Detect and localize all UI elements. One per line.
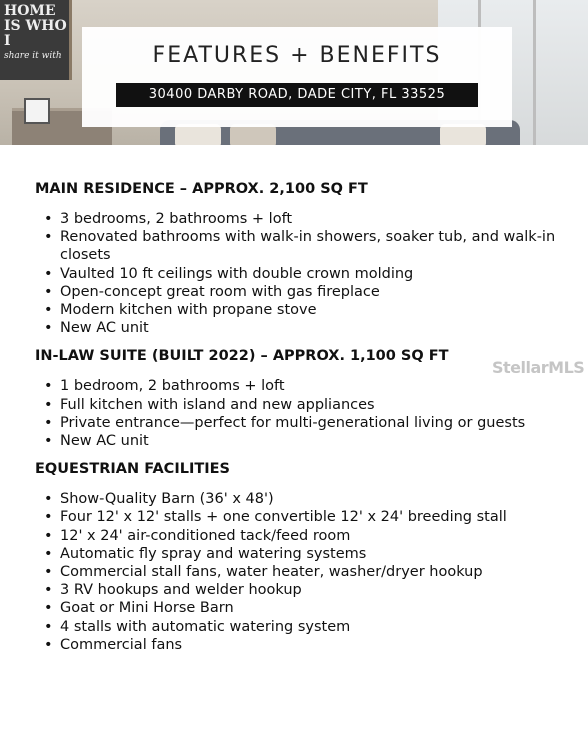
- wall-sign-line-2: IS WHO I: [4, 18, 67, 49]
- list-item: • Automatic fly spray and watering systems: [60, 545, 575, 563]
- section-heading: IN-LAW SUITE (BUILT 2022) – APPROX. 1,100 SQ FT: [35, 348, 449, 365]
- list-item: • Renovated bathrooms with walk-in showers, soaker tub, and walk-in closets: [60, 228, 575, 264]
- list-item: • 3 bedrooms, 2 bathrooms + loft: [60, 210, 575, 228]
- mls-watermark: StellarMLS: [492, 358, 585, 377]
- list-item: • New AC unit: [60, 319, 575, 337]
- list-item: • New AC unit: [60, 432, 575, 450]
- section-heading: MAIN RESIDENCE – APPROX. 2,100 SQ FT: [35, 181, 368, 197]
- list-item: • Goat or Mini Horse Barn: [60, 599, 575, 617]
- address-bar: 30400 DARBY ROAD, DADE CITY, FL 33525: [116, 83, 478, 107]
- features-content: [35, 178, 575, 662]
- list-item: • Commercial fans: [60, 636, 575, 654]
- pillow: [440, 124, 486, 145]
- list-item: • Four 12' x 12' stalls + one convertible 12' x 24' breeding stall: [60, 508, 575, 526]
- list-item: • 12' x 24' air-conditioned tack/feed room: [60, 527, 575, 545]
- list-item: • 4 stalls with automatic watering system: [60, 618, 575, 636]
- feature-list: [35, 377, 575, 450]
- section-main-residence: [35, 178, 575, 337]
- section-heading: EQUESTRIAN FACILITIES: [35, 461, 230, 478]
- feature-list: [35, 490, 575, 654]
- list-item: • Commercial stall fans, water heater, washer/dryer hookup: [60, 563, 575, 581]
- picture-frame: [24, 98, 50, 124]
- list-item: • 1 bedroom, 2 bathrooms + loft: [60, 377, 575, 395]
- list-item: • Show-Quality Barn (36' x 48'): [60, 490, 575, 508]
- feature-list: [35, 210, 575, 337]
- list-item: • Open-concept great room with gas fireplace: [60, 283, 575, 301]
- wall-sign-line-1: HOME: [4, 3, 56, 19]
- list-item: • Vaulted 10 ft ceilings with double crown molding: [60, 265, 575, 283]
- list-item: • Full kitchen with island and new appliances: [60, 396, 575, 414]
- list-item: • Private entrance—perfect for multi-generational living or guests: [60, 414, 575, 432]
- pillow: [230, 124, 276, 145]
- window-mullion: [533, 0, 536, 145]
- header-photo: [0, 0, 588, 145]
- title-card: [82, 27, 512, 127]
- wall-sign: [0, 0, 72, 80]
- pillow: [175, 124, 221, 145]
- section-equestrian: [35, 458, 575, 654]
- list-item: • 3 RV hookups and welder hookup: [60, 581, 575, 599]
- page-title: FEATURES + BENEFITS: [152, 43, 442, 68]
- wall-sign-line-3: share it with: [4, 51, 62, 61]
- list-item: • Modern kitchen with propane stove: [60, 301, 575, 319]
